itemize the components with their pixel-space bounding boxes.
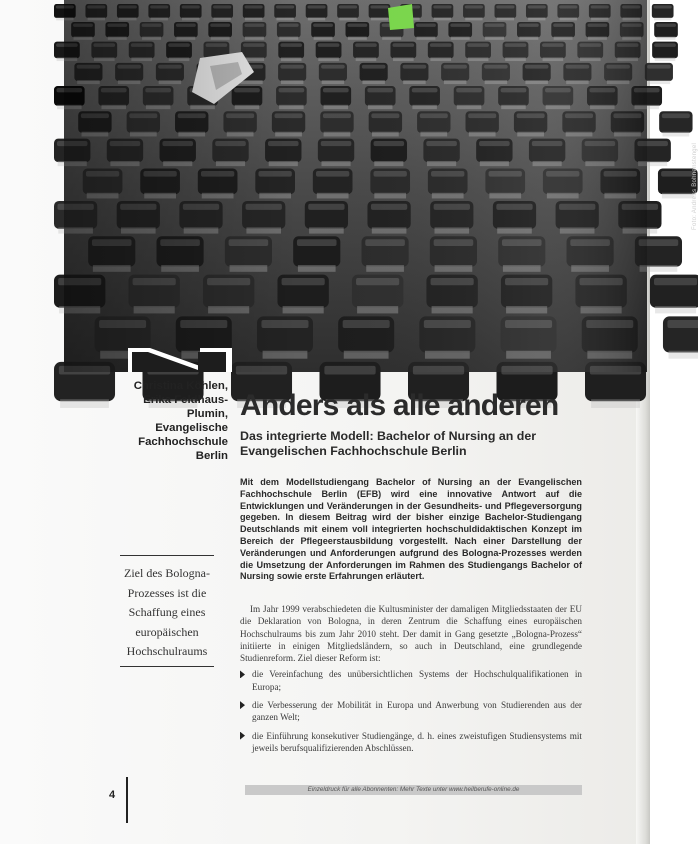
- author-block: [92, 379, 228, 463]
- author-line: Christina Köhlen,: [133, 380, 228, 392]
- chair-seat: [654, 17, 671, 20]
- chair-highlight: [656, 24, 676, 27]
- chair-seat: [662, 193, 694, 199]
- chair-highlight: [654, 5, 672, 8]
- footer-note: Einzeldruck für alle Abonnenten: Mehr Texte unter www.heilberufe-online.de: [245, 785, 582, 795]
- chair-highlight: [661, 171, 694, 177]
- author-line: Berlin: [195, 450, 228, 462]
- author-line: Evangelische: [155, 422, 228, 434]
- chair-seat: [648, 80, 670, 84]
- chair-highlight: [647, 65, 671, 69]
- chair-highlight: [667, 320, 698, 328]
- header-photo: [64, 0, 698, 372]
- pull-quote: Ziel des Bologna-Prozesses ist die Schaffung eines europäischen Hochschulraums: [120, 555, 214, 667]
- chair-highlight: [654, 43, 676, 47]
- photo-vignette: [64, 0, 647, 372]
- triangle-bullet-icon: [240, 701, 245, 709]
- article-subtitle: Das integrierte Modell: Bachelor of Nursing an der Evangelischen Fachhochschule Berlin: [240, 429, 537, 458]
- chair-highlight: [654, 278, 697, 285]
- photo-credit: Foto: Andreas Bohnenstengel: [692, 142, 698, 230]
- page-number: 4: [109, 789, 116, 801]
- triangle-bullet-icon: [240, 670, 245, 678]
- author-line: Fachhochschule: [138, 436, 228, 448]
- chair-seat: [655, 306, 696, 313]
- chair-highlight: [662, 113, 690, 118]
- chair-seat: [655, 57, 676, 61]
- list-item-text: die Verbesserung der Mobilität in Europa und Anwerbung von Studierenden aus der ganzen Welt;: [252, 700, 582, 723]
- article-lead: Mit dem Modellstudiengang Bachelor of Nursing an der Evangelischen Fachhochschule Berlin (EFB) wird eine innovative Antwort auf die Entwicklungen und Veränderungen in der Gesundheits- und Pflegeversorgung gegeben. In diesem Beitrag wird der bisher einzige Bachelor-Studiengang Deutschlands mit einem voll integrierten hochschuldidaktischen Konzept im Bereich der Pflegeerstausbildung vorgestellt. Nach einer Darstellung der Veränderungen und Anforderungen aufgrund des Bologna-Prozesses werden die Umsetzung der Anforderungen im Rahmen des Studiengangs Bachelor of Nursing sowie erste Erfahrungen erläutert.: [240, 477, 582, 582]
- article-body: [240, 603, 582, 760]
- triangle-bullet-icon: [240, 732, 245, 740]
- list-item-text: die Einführung konsekutiver Studiengänge, d. h. eines zweistufigen Studiensystems mit jeweils berufsqualifizierenden Abschlüssen.: [252, 730, 582, 753]
- bullet-list: [240, 668, 582, 754]
- article-title: Anders als alle anderen: [240, 389, 559, 422]
- chair-seat: [669, 351, 698, 359]
- list-item: [240, 699, 582, 724]
- body-paragraph: Im Jahr 1999 verabschiedeten die Kultusminister der damaligen Mitgliedsstaaten der EU die Deklaration von Bologna, in deren Zentrum die Schaffung eines europäischen Hochschulraums bis zum Jahr 2010 steht. Der damit in Gang gesetzte „Bologna-Prozess“ initiierte in einigen Mitgliedsländern, so auch in Deutschland, eine grundlegende Studienreform. Ziel dieser Reform ist:: [240, 604, 582, 664]
- chair-seat: [657, 36, 676, 39]
- chairs-photo-illustration: [64, 0, 647, 372]
- list-item: [240, 668, 582, 693]
- drop-cap-n-shape: [128, 346, 232, 372]
- author-line: Plumin,: [186, 408, 228, 420]
- page-number-rule: [126, 777, 128, 823]
- chair-seat: [662, 132, 689, 137]
- list-item: [240, 730, 582, 755]
- author-line: Erika Feldhaus-: [143, 394, 228, 406]
- list-item-text: die Vereinfachung des unübersichtlichen Systems der Hochschulqualifikationen in Europa;: [252, 669, 582, 692]
